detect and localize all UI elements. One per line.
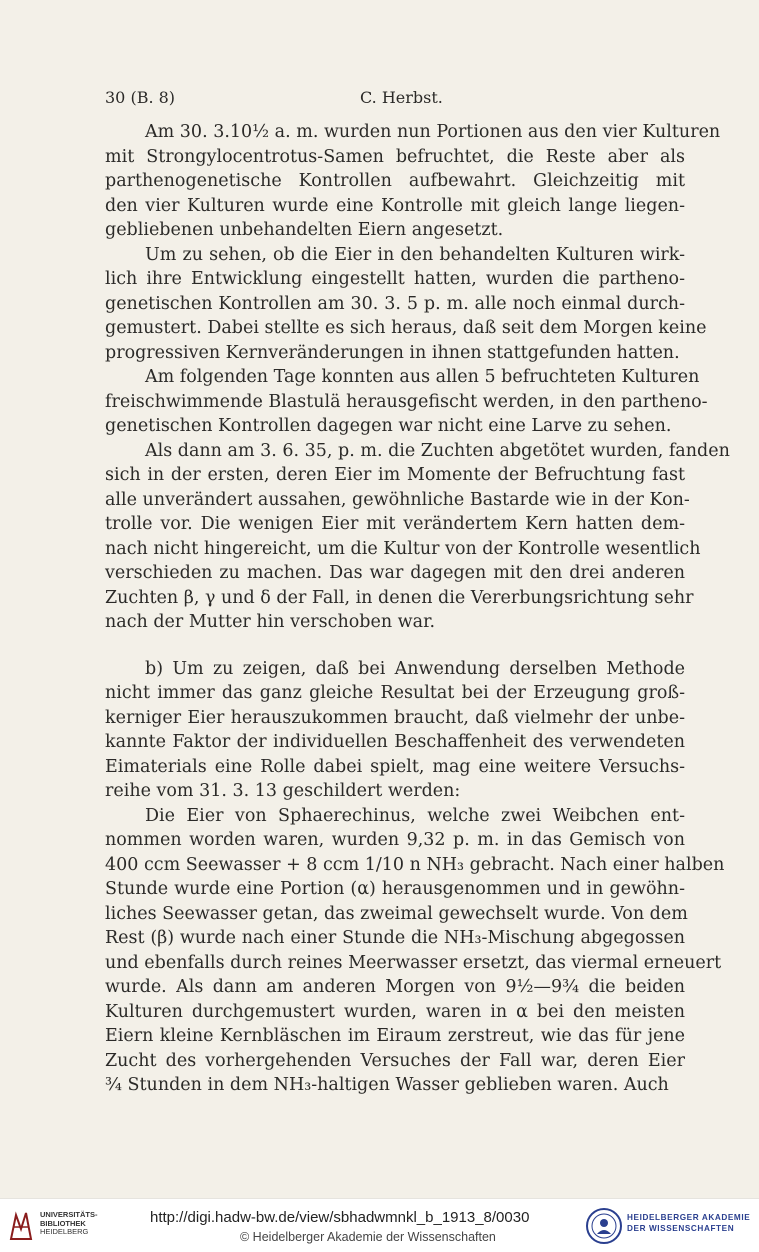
running-head: C. Herbst. [360, 88, 443, 107]
text-line: lich ihre Entwicklung eingestellt hatten, wurden die partheno- [105, 269, 685, 289]
text-line: gebliebenen unbehandelten Eiern angesetzt. [105, 220, 504, 240]
text-line: Eimaterials eine Rolle dabei spielt, mag eine weitere Versuchs- [105, 756, 685, 777]
text-line: alle unverändert aussahen, gewöhnliche Bastarde wie in der Kon- [105, 489, 690, 510]
text-line: genetischen Kontrollen am 30. 3. 5 p. m. alle noch einmal durch- [105, 293, 685, 314]
academy-line-2: DER WISSENSCHAFTEN [627, 1224, 735, 1233]
text-line: Am 30. 3.10½ a. m. wurden nun Portionen aus den vier Kulturen [145, 122, 721, 142]
text-line: den vier Kulturen wurde eine Kontrolle mit gleich lange liegen- [105, 195, 685, 216]
text-line: Als dann am 3. 6. 35, p. m. die Zuchten abgetötet wurden, fanden [145, 440, 730, 461]
text-line: mit Strongylocentrotus-Samen befruchtet, die Reste aber als [105, 146, 685, 167]
page-number: 30 (B. 8) [105, 88, 176, 107]
paragraph [105, 657, 685, 804]
copyright-notice: © Heidelberger Akademie der Wissenschaften [240, 1230, 496, 1244]
text-line: wurde. Als dann am anderen Morgen von 9½—9¾ die beiden [105, 977, 685, 997]
paragraph [105, 365, 708, 439]
text-line: nicht immer das ganz gleiche Resultat bei der Erzeugung groß- [105, 683, 685, 703]
footer [0, 1198, 759, 1252]
library-seal-icon [8, 1209, 34, 1243]
paragraph [105, 439, 730, 635]
academy-seal-icon [585, 1207, 623, 1245]
text-line: Kulturen durchgemustert wurden, waren in α bei den meisten [105, 1001, 685, 1022]
text-line: ¾ Stunden in dem NH₃-haltigen Wasser geblieben waren. Auch [105, 1075, 669, 1095]
text-line: parthenogenetische Kontrollen aufbewahrt. Gleichzeitig mit [105, 171, 685, 191]
body-text [105, 120, 730, 1098]
text-line: nommen worden waren, wurden 9,32 p. m. in das Gemisch von [105, 830, 685, 850]
text-line: Die Eier von Sphaerechinus, welche zwei Weibchen ent- [145, 805, 685, 826]
text-line: kerniger Eier herauszukommen braucht, daß vielmehr der unbe- [105, 707, 685, 728]
paragraph [105, 243, 707, 366]
text-line: nach der Mutter hin verschoben war. [105, 612, 436, 632]
page-header [105, 88, 684, 112]
section-gap [105, 635, 685, 657]
text-line: Um zu sehen, ob die Eier in den behandelten Kulturen wirk- [145, 244, 685, 265]
text-line: Stunde wurde eine Portion (α) herausgenommen und in gewöhn- [105, 879, 685, 899]
permalink-url[interactable]: http://digi.hadw-bw.de/view/sbhadwmnkl_b_1913_8/0030 [150, 1209, 530, 1226]
paragraph [105, 120, 721, 243]
text-line: trolle vor. Die wenigen Eier mit verändertem Kern hatten dem- [105, 514, 685, 534]
text-line: nach nicht hingereicht, um die Kultur von der Kontrolle wesentlich [105, 538, 701, 559]
library-logo[interactable] [8, 1209, 138, 1245]
text-line: und ebenfalls durch reines Meerwasser ersetzt, das viermal erneuert [105, 952, 722, 973]
library-line-2: BIBLIOTHEK [40, 1218, 86, 1228]
text-line: Rest (β) wurde nach einer Stunde die NH₃-Mischung abgegossen [105, 928, 685, 948]
text-line: Am folgenden Tage konnten aus allen 5 befruchteten Kulturen [145, 367, 700, 387]
text-line: b) Um zu zeigen, daß bei Anwendung derselben Methode [145, 658, 685, 679]
academy-logo[interactable] [585, 1205, 755, 1247]
text-line: kannte Faktor der individuellen Beschaffenheit des verwendeten [105, 732, 685, 752]
text-line: progressiven Kernveränderungen in ihnen stattgefunden hatten. [105, 342, 680, 363]
library-line-3: HEIDELBERG [40, 1227, 89, 1237]
text-line: liches Seewasser getan, das zweimal gewechselt wurde. Von dem [105, 903, 688, 924]
paragraph [105, 804, 725, 1098]
text-line: Eiern kleine Kernbläschen im Eiraum zerstreut, wie das für jene [105, 1026, 685, 1046]
text-line: freischwimmende Blastulä herausgefischt werden, in den partheno- [105, 391, 708, 412]
academy-name [627, 1212, 750, 1234]
library-name [40, 1211, 98, 1237]
text-line: Zuchten β, γ und δ der Fall, in denen die Vererbungsrichtung sehr [105, 587, 694, 608]
text-line: genetischen Kontrollen dagegen war nicht eine Larve zu sehen. [105, 416, 672, 436]
text-line: Zucht des vorhergehenden Versuches der Fall war, deren Eier [105, 1050, 685, 1071]
text-line: verschieden zu machen. Das war dagegen mit den drei anderen [105, 563, 685, 583]
library-line-1: UNIVERSITÄTS- [40, 1210, 98, 1219]
academy-line-1: HEIDELBERGER AKADEMIE [627, 1213, 751, 1222]
text-line: gemustert. Dabei stellte es sich heraus, daß seit dem Morgen keine [105, 318, 707, 338]
text-line: sich in der ersten, deren Eier im Momente der Befruchtung fast [105, 465, 685, 485]
text-line: reihe vom 31. 3. 13 geschildert werden: [105, 781, 461, 801]
text-line: 400 ccm Seewasser + 8 ccm 1/10 n NH₃ gebracht. Nach einer halben [105, 854, 725, 875]
